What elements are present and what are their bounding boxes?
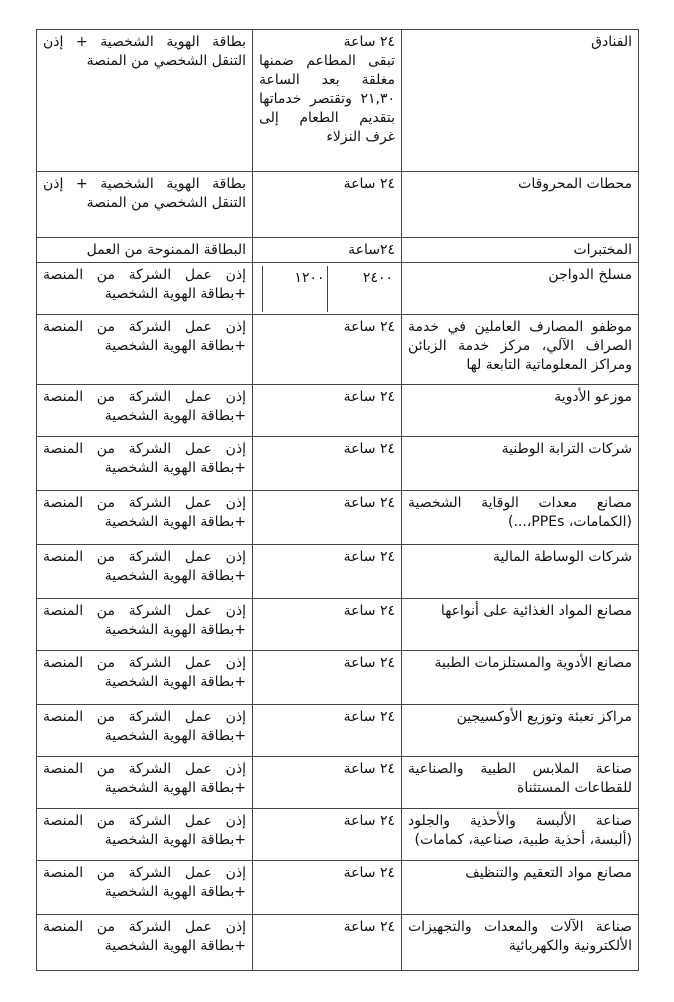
hours-cell: ٢٤ ساعة [253,491,402,545]
hours-cell: ٢٤ ساعة [253,651,402,705]
sector-cell: مراكز تعبئة وتوزيع الأوكسيجين [402,705,639,757]
hours-cell: ٢٤ ساعة [253,599,402,651]
table-row [37,599,639,651]
table-row [37,263,639,315]
table-row [37,757,639,809]
table-row [37,915,639,971]
sector-cell: مصانع المواد الغذائية على أنواعها [402,599,639,651]
document-cell: إذن عمل الشركة من المنصة +بطاقة الهوية الشخصية [37,385,253,437]
sector-cell: المختبرات [402,238,639,263]
table-row [37,315,639,385]
document-cell: إذن عمل الشركة من المنصة +بطاقة الهوية الشخصية [37,315,253,385]
table-row [37,30,639,172]
hours-cell: ٢٤ ساعة [253,315,402,385]
table-row [37,861,639,915]
hours-value-a: ٢٤٠٠ [327,266,396,312]
table-row [37,385,639,437]
hours-cell: ٢٤ ساعة [253,705,402,757]
sector-cell: صناعة الألبسة والأحذية والجلود (ألبسة، أحذية طبية، صناعية، كمامات) [402,809,639,861]
exemptions-table [36,29,639,971]
hours-cell: ٢٤ ساعة [253,172,402,238]
document-cell: إذن عمل الشركة من المنصة +بطاقة الهوية الشخصية [37,757,253,809]
hours-cell: ٢٤ ساعة [253,385,402,437]
hours-cell: ٢٤ساعة [253,238,402,263]
sector-cell: صناعة الملابس الطبية والصناعية للقطاعات المستثناة [402,757,639,809]
table-row [37,437,639,491]
document-cell: بطاقة الهوية الشخصية + إذن التنقل الشخصي من المنصة [37,172,253,238]
hours-cell: ٢٤ ساعة [253,757,402,809]
hours-cell: ٢٤ ساعة [253,915,402,971]
sector-cell: مصانع مواد التعقيم والتنظيف [402,861,639,915]
sector-cell: موظفو المصارف العاملين في خدمة الصراف الآلي، مركز خدمة الزبائن ومراكز المعلوماتية التابعة لها [402,315,639,385]
sector-cell: مصانع الأدوية والمستلزمات الطبية [402,651,639,705]
hours-cell: ٢٤ ساعة [253,545,402,599]
document-cell: إذن عمل الشركة من المنصة +بطاقة الهوية الشخصية [37,861,253,915]
document-cell: إذن عمل الشركة من المنصة +بطاقة الهوية الشخصية [37,263,253,315]
sector-cell: الفنادق [402,30,639,172]
sector-cell: صناعة الآلات والمعدات والتجهيزات الألكترونية والكهربائية [402,915,639,971]
document-cell: بطاقة الهوية الشخصية + إذن التنقل الشخصي من المنصة [37,30,253,172]
table-row [37,705,639,757]
hours-value: ٢٤ ساعة [343,34,395,50]
document-cell: إذن عمل الشركة من المنصة +بطاقة الهوية الشخصية [37,915,253,971]
sector-cell: موزعو الأدوية [402,385,639,437]
table-row [37,545,639,599]
document-cell: إذن عمل الشركة من المنصة +بطاقة الهوية الشخصية [37,705,253,757]
table-row [37,238,639,263]
hours-cell: ٢٤ ساعة [253,861,402,915]
document-cell: إذن عمل الشركة من المنصة +بطاقة الهوية الشخصية [37,437,253,491]
hours-split-cell [253,263,402,315]
hours-value-b: ١٢٠٠ [259,266,327,312]
document-cell: إذن عمل الشركة من المنصة +بطاقة الهوية الشخصية [37,651,253,705]
sector-cell: محطات المحروقات [402,172,639,238]
sector-cell: شركات الوساطة المالية [402,545,639,599]
sector-cell: شركات الترابة الوطنية [402,437,639,491]
document-cell: إذن عمل الشركة من المنصة +بطاقة الهوية الشخصية [37,491,253,545]
document-cell: إذن عمل الشركة من المنصة +بطاقة الهوية الشخصية [37,809,253,861]
table-row [37,651,639,705]
table-row [37,491,639,545]
document-cell: إذن عمل الشركة من المنصة +بطاقة الهوية الشخصية [37,599,253,651]
table-row [37,172,639,238]
hours-cell [253,30,402,172]
document-cell: إذن عمل الشركة من المنصة +بطاقة الهوية الشخصية [37,545,253,599]
hours-cell: ٢٤ ساعة [253,437,402,491]
document-cell: البطاقة الممنوحة من العمل [37,238,253,263]
hours-note: تبقى المطاعم ضمنها مغلقة بعد الساعة ٢١,٣٠ وتقتصر خدماتها بتقديم الطعام إلى غرف النزلاء [259,53,395,145]
hours-cell: ٢٤ ساعة [253,809,402,861]
sector-cell: مسلخ الدواجن [402,263,639,315]
sector-cell: مصانع معدات الوقاية الشخصية (الكمامات، PPEs،...) [402,491,639,545]
table-row [37,809,639,861]
